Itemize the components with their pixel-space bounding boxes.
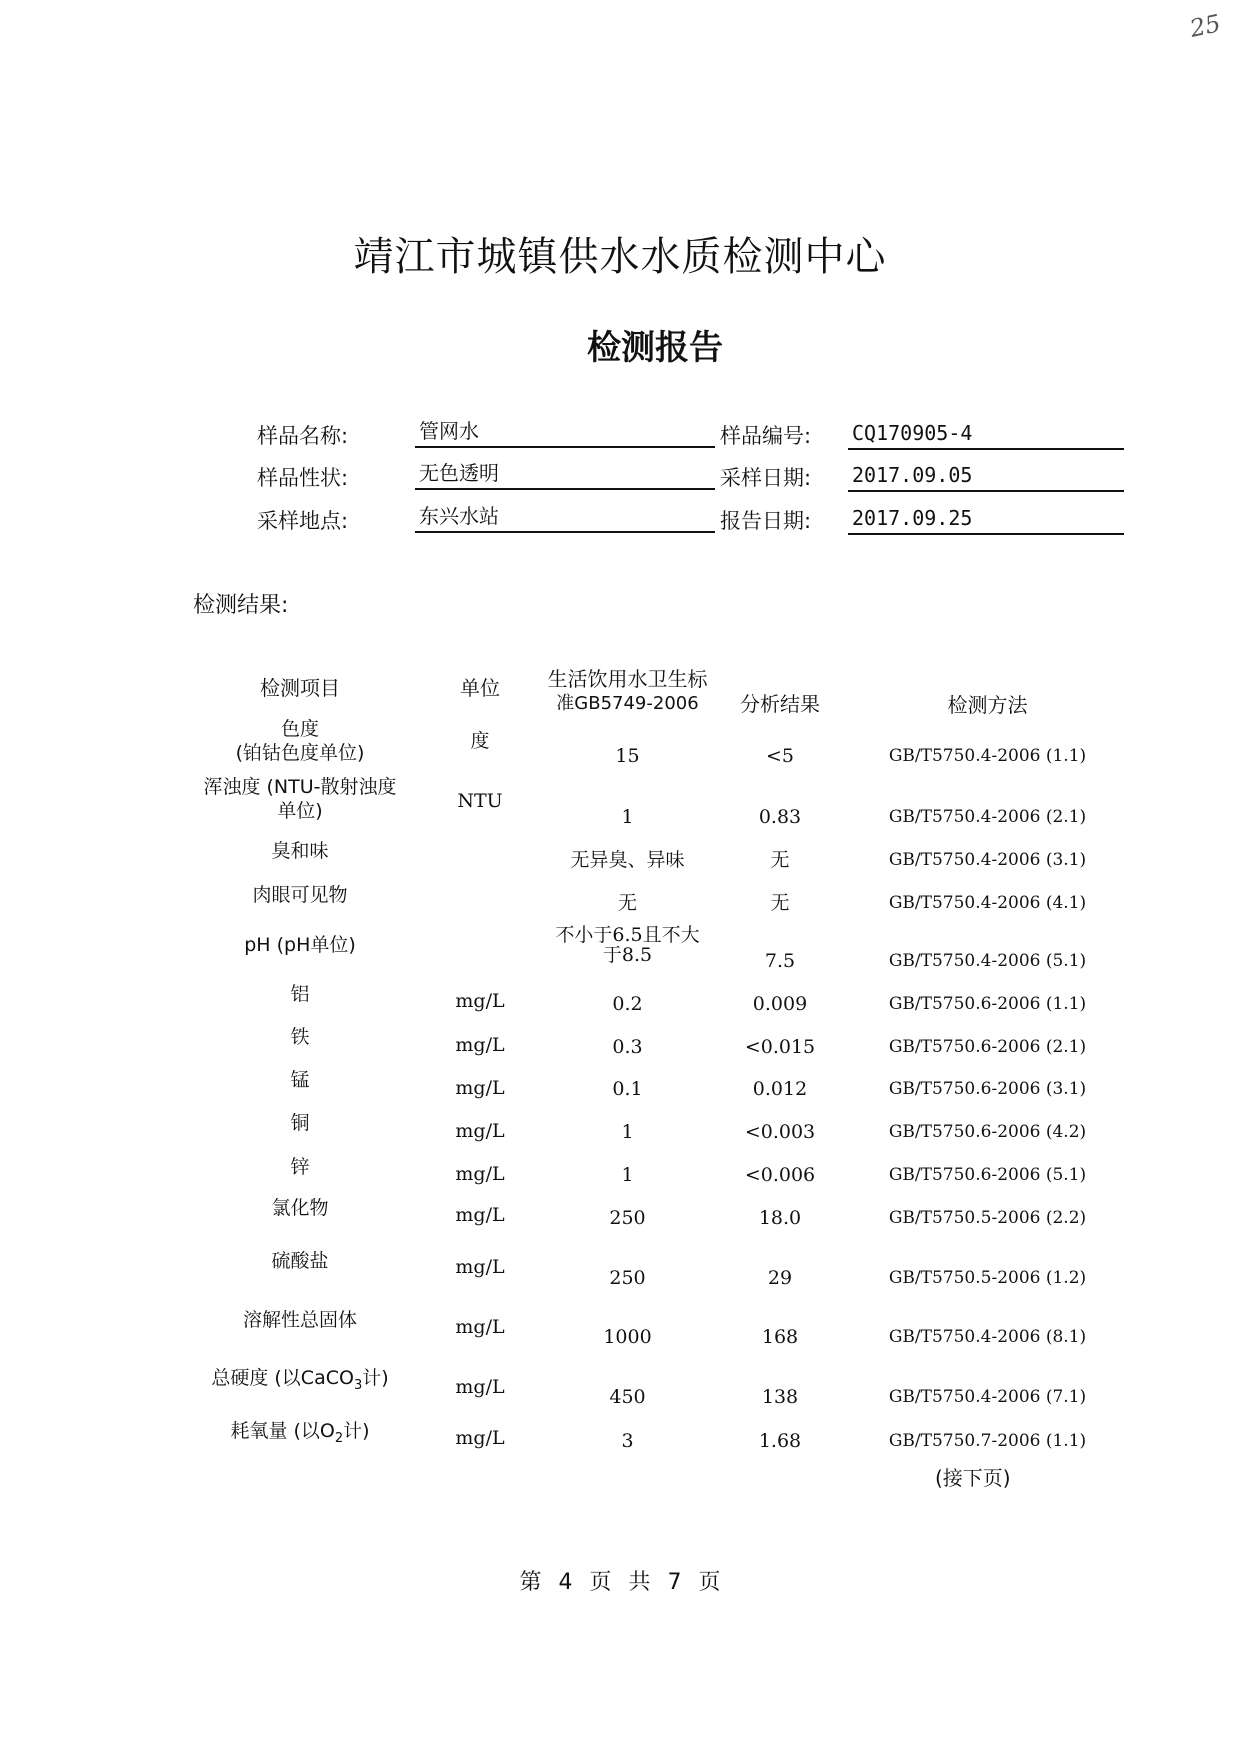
row-unit: mg/L <box>455 1120 505 1142</box>
sample-name-label: 样品名称: <box>257 424 349 448</box>
header-standard-line2: 准GB5749-2006 <box>556 693 699 714</box>
row-standard-line1: 不小于6.5且不大 <box>555 924 700 946</box>
report-title: 检测报告 <box>587 328 723 368</box>
row-standard-value: 0.2 <box>612 993 643 1015</box>
row-method: GB/T5750.6-2006 (5.1) <box>888 1165 1087 1185</box>
sample-id-label: 样品编号: <box>720 424 812 448</box>
row-standard-value: 无 <box>617 892 637 914</box>
row-unit: mg/L <box>455 1316 505 1338</box>
row-unit: mg/L <box>455 1163 505 1185</box>
header-result: 分析结果 <box>740 692 820 716</box>
row-method: GB/T5750.5-2006 (2.2) <box>888 1208 1087 1228</box>
row-item-name-part: 总硬度 (以CaCO <box>211 1367 354 1389</box>
row-item-name: 氯化物 <box>271 1197 329 1219</box>
row-method: GB/T5750.7-2006 (1.1) <box>888 1431 1087 1451</box>
row-unit: mg/L <box>455 1034 505 1056</box>
row-method: GB/T5750.6-2006 (2.1) <box>888 1037 1087 1057</box>
row-item-name: 浑浊度 (NTU-散射浊度 <box>203 776 397 798</box>
row-result-value: 138 <box>761 1386 799 1408</box>
row-result-value: 无 <box>770 849 790 871</box>
sampling-location-value: 东兴水站 <box>415 503 715 533</box>
row-result-value: <0.003 <box>744 1121 816 1143</box>
row-item-name-line2: 单位) <box>277 800 323 822</box>
row-result-value: 168 <box>761 1326 799 1348</box>
continued-note: (接下页) <box>935 1466 1011 1490</box>
row-result-value: 18.0 <box>758 1207 802 1229</box>
row-standard-value: 3 <box>621 1430 634 1452</box>
row-item-name: 硫酸盐 <box>271 1250 329 1272</box>
header-method: 检测方法 <box>947 693 1028 717</box>
row-method: GB/T5750.6-2006 (3.1) <box>888 1079 1087 1099</box>
row-result-value: <0.006 <box>744 1164 816 1186</box>
row-standard-value: 250 <box>609 1267 646 1289</box>
row-result-value: 0.83 <box>758 806 802 828</box>
row-standard-value: 1000 <box>603 1326 652 1348</box>
row-item-name: 铝 <box>290 983 310 1005</box>
row-standard-value: 15 <box>615 745 640 767</box>
row-result-value: 7.5 <box>764 950 796 972</box>
sampling-location-label: 采样地点: <box>257 509 349 533</box>
row-standard-value: 无异臭、异味 <box>570 849 685 871</box>
row-method: GB/T5750.4-2006 (1.1) <box>888 746 1087 766</box>
header-standard-line1: 生活饮用水卫生标 <box>547 667 708 691</box>
row-item-name-part: 计) <box>343 1420 370 1442</box>
row-method: GB/T5750.4-2006 (5.1) <box>888 951 1087 971</box>
row-standard-value: 1 <box>621 1164 634 1186</box>
row-unit: mg/L <box>455 1077 505 1099</box>
row-item-name <box>175 1420 425 1450</box>
header-unit: 单位 <box>460 676 500 700</box>
row-item-name-part: 耗氧量 (以O <box>230 1420 335 1442</box>
sample-name-value: 管网水 <box>415 418 715 448</box>
row-item-name: 色度 <box>280 718 319 740</box>
row-standard-value: 1 <box>621 806 634 828</box>
row-item-name: 溶解性总固体 <box>242 1309 357 1331</box>
row-unit: mg/L <box>455 1376 505 1398</box>
row-standard-value: 0.3 <box>612 1036 643 1058</box>
row-standard-value: 0.1 <box>612 1078 643 1100</box>
organization-name: 靖江市城镇供水水质检测中心 <box>353 234 887 280</box>
row-method: GB/T5750.4-2006 (2.1) <box>888 807 1087 827</box>
row-unit: mg/L <box>455 990 505 1012</box>
row-item-name-subscript: 3 <box>353 1377 363 1393</box>
row-method: GB/T5750.6-2006 (1.1) <box>888 994 1087 1014</box>
row-result-value: <0.015 <box>744 1036 816 1058</box>
handwritten-page-number: 25 <box>1187 9 1224 43</box>
row-result-value: 0.012 <box>752 1078 808 1100</box>
row-method: GB/T5750.4-2006 (7.1) <box>888 1387 1087 1407</box>
row-unit: mg/L <box>455 1427 505 1449</box>
report-date-label: 报告日期: <box>720 509 812 533</box>
row-standard-value: 250 <box>609 1207 646 1229</box>
row-unit: 度 <box>470 730 490 752</box>
report-date-value: 2017.09.25 <box>848 505 1124 535</box>
row-item-name: 锌 <box>290 1156 310 1178</box>
row-item-name-subscript: 2 <box>334 1430 344 1446</box>
row-standard-value: 1 <box>621 1121 634 1143</box>
row-method: GB/T5750.4-2006 (3.1) <box>888 850 1087 870</box>
row-result-value: 0.009 <box>752 993 808 1015</box>
row-unit: mg/L <box>455 1204 505 1226</box>
row-method: GB/T5750.4-2006 (4.1) <box>888 893 1087 913</box>
row-item-name <box>175 1367 425 1397</box>
page-footer: 第 4 页 共 7 页 <box>519 1570 721 1595</box>
row-result-value: <5 <box>765 745 794 767</box>
row-item-name: pH (pH单位) <box>244 934 356 956</box>
row-method: GB/T5750.6-2006 (4.2) <box>888 1122 1087 1142</box>
row-item-name: 臭和味 <box>271 840 329 862</box>
results-heading: 检测结果: <box>193 593 289 618</box>
row-unit: NTU <box>457 790 503 812</box>
sample-state-label: 样品性状: <box>257 466 349 490</box>
row-item-name-line2: (铂钴色度单位) <box>235 742 365 764</box>
header-item: 检测项目 <box>260 676 340 700</box>
row-item-name: 铁 <box>290 1026 310 1048</box>
row-unit: mg/L <box>455 1256 505 1278</box>
sample-state-value: 无色透明 <box>415 460 715 490</box>
row-method: GB/T5750.4-2006 (8.1) <box>888 1327 1087 1347</box>
row-result-value: 1.68 <box>758 1430 802 1452</box>
row-method: GB/T5750.5-2006 (1.2) <box>888 1268 1087 1288</box>
row-standard-value: 450 <box>609 1386 646 1408</box>
row-item-name: 铜 <box>290 1112 310 1134</box>
row-item-name: 锰 <box>290 1069 310 1091</box>
row-result-value: 无 <box>770 892 790 914</box>
row-standard-line2: 于8.5 <box>602 944 653 966</box>
row-result-value: 29 <box>767 1267 793 1289</box>
row-item-name-part: 计) <box>362 1367 389 1389</box>
sampling-date-value: 2017.09.05 <box>848 462 1124 492</box>
sampling-date-label: 采样日期: <box>720 466 812 490</box>
sample-id-value: CQ170905-4 <box>848 420 1124 450</box>
row-item-name: 肉眼可见物 <box>252 884 348 906</box>
